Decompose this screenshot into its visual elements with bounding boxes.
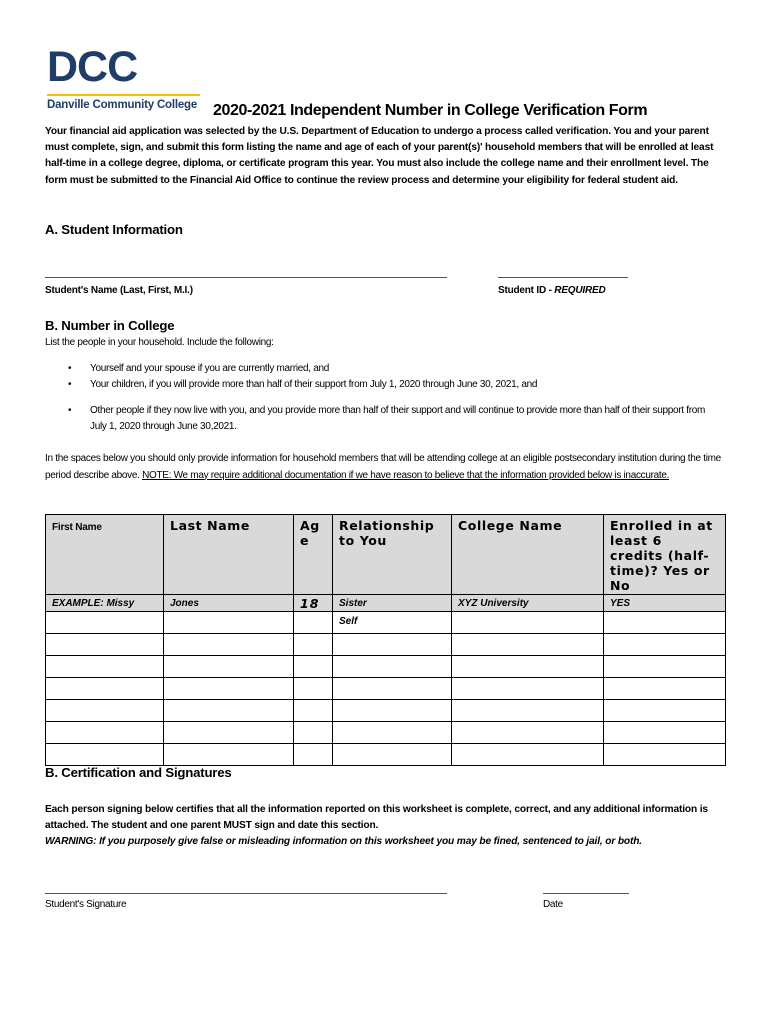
enrolled-cell[interactable] [604, 678, 726, 700]
enrolled-cell[interactable] [604, 634, 726, 656]
last-name-cell[interactable] [164, 700, 294, 722]
age-cell[interactable] [294, 744, 333, 766]
college-cell[interactable] [452, 656, 604, 678]
bullet-text: Other people if they now live with you, and you provide more than half of their support and will continue to provide more than half of their support from July 1, 2020 through June 30,2021. [90, 405, 706, 432]
enrolled-cell[interactable] [604, 656, 726, 678]
college-cell[interactable] [452, 700, 604, 722]
example-first-name: EXAMPLE: Missy [46, 595, 164, 612]
student-name-line[interactable] [45, 277, 447, 278]
header-college-name: College Name [452, 515, 604, 595]
college-cell[interactable] [452, 612, 604, 634]
table-header-row [46, 515, 726, 595]
relationship-cell[interactable] [333, 678, 452, 700]
enrolled-cell[interactable] [604, 744, 726, 766]
first-name-cell[interactable] [46, 722, 164, 744]
relationship-cell: Self [333, 612, 452, 634]
date-line[interactable] [543, 893, 629, 894]
example-age: 18 [294, 595, 333, 612]
table-row [46, 722, 726, 744]
student-name-label: Student's Name (Last, First, M.I.) [45, 285, 193, 296]
instructions-text: In the spaces below you should only provide information for household members that will be attending college at an eligible postsecondary institution during the time period describe above. [45, 453, 721, 481]
example-relationship: Sister [333, 595, 452, 612]
table-row [46, 700, 726, 722]
required-text: REQUIRED [554, 285, 606, 296]
header-enrolled: Enrolled in at least 6 credits (half-time)? Yes or No [604, 515, 726, 595]
header-relationship: Relationship to You [333, 515, 452, 595]
last-name-cell[interactable] [164, 744, 294, 766]
page-title: 2020-2021 Independent Number in College Verification Form [213, 102, 648, 119]
example-last-name: Jones [164, 595, 294, 612]
intro-paragraph: Your financial aid application was selected by the U.S. Department of Education to undergo a process called verification. You and your parent must complete, sign, and submit this form listing the name and age of each of your parent(s)' household members that will be enrolled at least half-time in a college degree, diploma, or certificate program this year. You must also include the college name and their enrollment level. The form must be submitted to the Financial Aid Office to continue the review process and determine your eligibility for federal student aid. [45, 126, 714, 186]
college-cell[interactable] [452, 678, 604, 700]
student-id-label [498, 285, 605, 296]
bullet-dot-icon: • [68, 405, 72, 416]
relationship-cell[interactable] [333, 744, 452, 766]
age-cell[interactable] [294, 634, 333, 656]
table-row [46, 744, 726, 766]
bullet-dot-icon: • [68, 363, 72, 374]
logo-college-name: Danville Community College [47, 99, 198, 111]
last-name-cell[interactable] [164, 678, 294, 700]
first-name-cell[interactable] [46, 678, 164, 700]
warning-text: WARNING: If you purposely give false or misleading information on this worksheet you may be fined, sentenced to jail, or both. [45, 836, 642, 848]
relationship-cell[interactable] [333, 634, 452, 656]
example-row [46, 595, 726, 612]
bullet-item [68, 403, 720, 435]
age-cell[interactable] [294, 678, 333, 700]
section-c-heading: B. Certification and Signatures [45, 765, 232, 780]
household-table [45, 514, 726, 766]
certification-paragraph [45, 802, 725, 851]
table-row [46, 678, 726, 700]
first-name-cell[interactable] [46, 634, 164, 656]
last-name-cell[interactable] [164, 634, 294, 656]
bullet-dot-icon: • [68, 379, 72, 390]
age-cell[interactable] [294, 612, 333, 634]
first-name-cell[interactable] [46, 612, 164, 634]
table-row [46, 634, 726, 656]
example-enrolled: YES [604, 595, 726, 612]
note-text: NOTE: We may require additional documentation if we have reason to believe that the information provided below is inaccurate. [142, 469, 670, 481]
college-cell[interactable] [452, 722, 604, 744]
student-signature-line[interactable] [45, 893, 447, 894]
bullet-item [68, 377, 720, 393]
relationship-cell[interactable] [333, 656, 452, 678]
bullet-item [68, 361, 720, 377]
student-id-line[interactable] [498, 277, 628, 278]
age-cell[interactable] [294, 656, 333, 678]
enrolled-cell[interactable] [604, 700, 726, 722]
table-row [46, 656, 726, 678]
certification-text: Each person signing below certifies that all the information reported on this worksheet is complete, correct, and any additional information is attached. The student and one parent MUST sign and date this section. [45, 804, 708, 832]
enrolled-cell[interactable] [604, 722, 726, 744]
section-b-heading: B. Number in College [45, 318, 175, 333]
relationship-cell[interactable] [333, 722, 452, 744]
student-id-text: Student ID - [498, 285, 555, 296]
last-name-cell[interactable] [164, 656, 294, 678]
college-cell[interactable] [452, 744, 604, 766]
relationship-cell[interactable] [333, 700, 452, 722]
bullet-text: Your children, if you will provide more than half of their support from July 1, 2020 through June 30, 2021, and [90, 379, 538, 390]
logo-accent-bar [47, 94, 200, 96]
college-cell[interactable] [452, 634, 604, 656]
first-name-cell[interactable] [46, 656, 164, 678]
first-name-cell[interactable] [46, 700, 164, 722]
last-name-cell[interactable] [164, 612, 294, 634]
last-name-cell[interactable] [164, 722, 294, 744]
header-first-name: First Name [46, 515, 164, 595]
student-signature-label: Student's Signature [45, 899, 127, 910]
bullet-text: Yourself and your spouse if you are currently married, and [90, 363, 330, 374]
age-cell[interactable] [294, 700, 333, 722]
table-row [46, 612, 726, 634]
section-b-lead: List the people in your household. Include the following: [45, 337, 274, 348]
section-b-paragraph [45, 451, 725, 484]
header-age: Ag e [294, 515, 333, 595]
section-a-heading: A. Student Information [45, 222, 183, 237]
logo-letters: DCC [47, 43, 138, 91]
example-college: XYZ University [452, 595, 604, 612]
date-label: Date [543, 899, 563, 910]
first-name-cell[interactable] [46, 744, 164, 766]
header-last-name: Last Name [164, 515, 294, 595]
enrolled-cell[interactable] [604, 612, 726, 634]
age-cell[interactable] [294, 722, 333, 744]
